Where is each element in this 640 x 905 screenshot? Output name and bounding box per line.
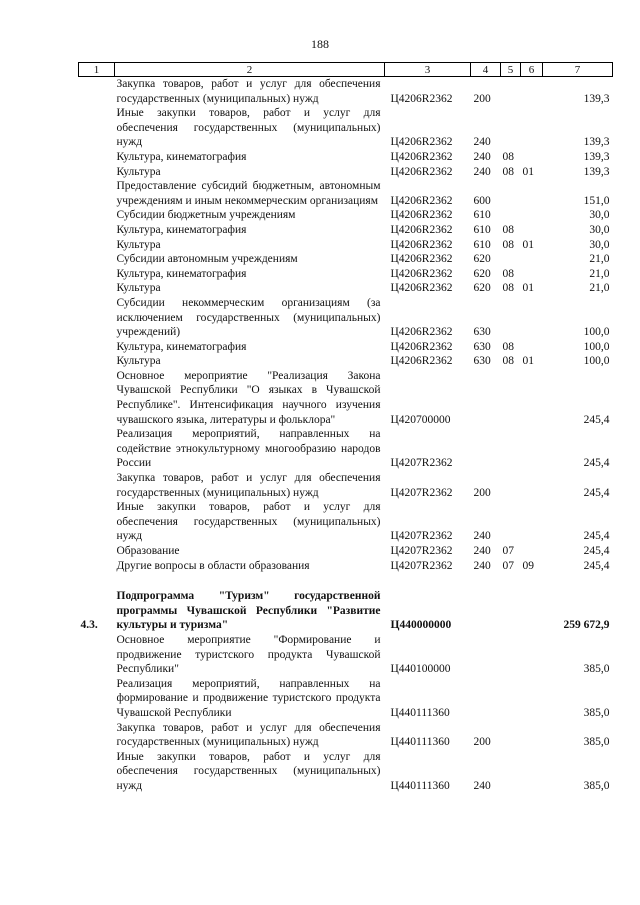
table-row: [79, 354, 613, 369]
row-pr: 01: [522, 238, 534, 251]
table-row: [79, 267, 613, 282]
row-sum: 30,0: [589, 238, 610, 251]
header-col-7: 7: [543, 63, 613, 77]
row-pr: [521, 106, 543, 150]
row-code: Ц4206R2362: [390, 355, 453, 368]
row-number: [79, 559, 115, 574]
row-pr: 09: [522, 559, 534, 572]
row-number: [79, 150, 115, 165]
row-rz: 07: [502, 559, 514, 572]
header-col-2: 2: [115, 63, 385, 77]
row-sum: 100,0: [583, 340, 610, 353]
row-name: Субсидии автономным учреждениям: [116, 253, 298, 266]
row-code: Ц4206R2362: [390, 253, 453, 266]
table-row: [79, 281, 613, 296]
table-row: [79, 223, 613, 238]
row-name: Культура, кинематография: [116, 340, 247, 353]
row-number: [79, 750, 115, 794]
row-code: Ц4207R2362: [390, 457, 453, 470]
row-sum: 21,0: [589, 253, 610, 266]
row-number: [79, 208, 115, 223]
row-number: [79, 238, 115, 253]
row-sum: 245,4: [583, 559, 610, 572]
header-col-1: 1: [79, 63, 115, 77]
row-code: Ц440000000: [390, 619, 452, 632]
row-vr: [471, 633, 501, 677]
row-vr: 240: [473, 530, 491, 543]
row-sum: 139,3: [583, 150, 610, 163]
row-number: [79, 500, 115, 544]
row-vr: 610: [473, 223, 491, 236]
header-col-6: 6: [521, 63, 543, 77]
table-row: [79, 252, 613, 267]
row-vr: [471, 369, 501, 427]
row-vr: [471, 677, 501, 721]
row-code: Ц4207R2362: [390, 486, 453, 499]
table-row: [79, 296, 613, 340]
row-code: Ц4207R2362: [390, 530, 453, 543]
row-name: Культура: [116, 355, 161, 368]
row-pr: [521, 179, 543, 208]
row-code: Ц4206R2362: [390, 150, 453, 163]
row-number: [79, 296, 115, 340]
row-rz: [501, 77, 521, 107]
row-sum: 30,0: [589, 209, 610, 222]
row-vr: 240: [473, 545, 491, 557]
row-sum: 100,0: [583, 355, 610, 368]
row-vr: [471, 573, 501, 633]
table-row: [79, 573, 613, 633]
row-name: Иные закупки товаров, работ и услуг для обеспечения государственных (муниципальных) нужд: [116, 107, 381, 149]
table-row: [79, 500, 613, 544]
row-sum: 21,0: [589, 267, 610, 280]
row-vr: 610: [473, 209, 491, 222]
row-vr: 200: [473, 486, 491, 499]
row-pr: [521, 677, 543, 721]
row-vr: 620: [473, 267, 491, 280]
row-code: Ц4206R2362: [390, 136, 453, 149]
row-pr: [521, 500, 543, 544]
row-sum: 385,0: [583, 736, 610, 749]
table-row: [79, 340, 613, 355]
table-row: [79, 77, 613, 107]
row-pr: [521, 544, 543, 559]
row-number: [79, 165, 115, 180]
row-pr: [521, 721, 543, 750]
row-rz: 08: [502, 340, 514, 353]
row-number: [79, 179, 115, 208]
row-name: Культура: [116, 282, 161, 295]
row-vr: 600: [473, 194, 491, 207]
table-row: [79, 208, 613, 223]
row-sum: 245,4: [583, 530, 610, 543]
row-pr: [521, 340, 543, 355]
row-pr: [521, 573, 543, 633]
row-rz: 08: [502, 282, 514, 295]
row-name: Культура, кинематография: [116, 223, 247, 236]
row-name: Основное мероприятие "Формирование и продвижение туристского продукта Чувашской Республики": [116, 633, 381, 676]
row-rz: [501, 471, 521, 500]
row-number: [79, 354, 115, 369]
row-vr: 610: [473, 238, 491, 251]
row-rz: [501, 252, 521, 267]
row-rz: [501, 500, 521, 544]
row-pr: [521, 150, 543, 165]
row-vr: [471, 427, 501, 471]
table-body: [79, 77, 613, 794]
row-rz: 08: [502, 165, 514, 178]
table-row: [79, 544, 613, 559]
page-number: 188: [311, 37, 329, 51]
row-pr: [521, 369, 543, 427]
row-code: Ц440111360: [390, 706, 450, 719]
row-rz: [501, 750, 521, 794]
row-name: Реализация мероприятий, направленных на содействие этнокультурному многообразию народов России: [116, 428, 381, 470]
row-name: Закупка товаров, работ и услуг для обеспечения государственных (муниципальных) нужд: [116, 472, 381, 499]
row-pr: 01: [522, 165, 534, 178]
row-rz: 08: [502, 238, 514, 251]
row-rz: [501, 677, 521, 721]
row-code: Ц440111360: [390, 779, 450, 792]
row-name: Образование: [116, 545, 180, 557]
row-pr: [521, 750, 543, 794]
row-vr: 240: [473, 559, 491, 572]
header-col-5: 5: [501, 63, 521, 77]
row-pr: [521, 296, 543, 340]
row-name: Субсидии некоммерческим организациям (за исключением государственных (муниципальных) учреждений): [116, 296, 381, 339]
row-pr: 01: [522, 282, 534, 295]
row-sum: 139,3: [583, 165, 610, 178]
row-sum: 100,0: [583, 326, 610, 339]
row-rz: 08: [502, 355, 514, 368]
row-sum: 151,0: [583, 194, 610, 207]
row-name: Другие вопросы в области образования: [116, 559, 310, 572]
table-header-row: [79, 63, 613, 77]
table-row: [79, 471, 613, 500]
row-pr: [521, 252, 543, 267]
row-code: Ц4206R2362: [390, 238, 453, 251]
header-col-3: 3: [385, 63, 471, 77]
row-code: Ц4206R2362: [390, 340, 453, 353]
row-code: Ц420700000: [390, 413, 451, 426]
row-name: Субсидии бюджетным учреждениям: [116, 209, 296, 222]
row-number: [79, 252, 115, 267]
row-rz: [501, 573, 521, 633]
row-number: [79, 77, 115, 107]
row-rz: [501, 427, 521, 471]
header-col-4: 4: [471, 63, 501, 77]
row-code: Ц440111360: [390, 736, 450, 749]
table-row: [79, 633, 613, 677]
row-number: [79, 677, 115, 721]
row-pr: [521, 427, 543, 471]
row-vr: 240: [473, 779, 491, 792]
row-rz: 07: [502, 545, 514, 557]
row-vr: 630: [473, 340, 491, 353]
row-number: [79, 427, 115, 471]
row-pr: [521, 77, 543, 107]
row-number: [79, 106, 115, 150]
row-vr: 620: [473, 253, 491, 266]
row-name: Иные закупки товаров, работ и услуг для обеспечения государственных (муниципальных) нужд: [116, 501, 381, 543]
table-row: [79, 721, 613, 750]
row-rz: 08: [502, 223, 514, 236]
row-rz: [501, 369, 521, 427]
row-name: Закупка товаров, работ и услуг для обеспечения государственных (муниципальных) нужд: [116, 721, 381, 749]
row-code: Ц4206R2362: [390, 267, 453, 280]
table-row: [79, 677, 613, 721]
row-sum: 245,4: [583, 486, 610, 499]
row-name: Реализация мероприятий, направленных на формирование и продвижение туристского продукта Чувашской Республики: [116, 677, 381, 719]
table-row: [79, 179, 613, 208]
row-sum: 139,3: [583, 136, 610, 149]
row-number: 4.3.: [80, 619, 98, 632]
row-rz: [501, 179, 521, 208]
row-vr: 240: [473, 150, 491, 163]
row-pr: [521, 471, 543, 500]
row-name: Подпрограмма "Туризм" государственной программы Чувашской Республики "Развитие культуры и туризма": [116, 590, 381, 632]
row-number: [79, 281, 115, 296]
row-sum: 385,0: [583, 706, 610, 719]
row-name: Основное мероприятие "Реализация Закона Чувашской Республики "О языках в Чувашской Республике". Интенсификация научного изучения чувашского языка, литературы и фольклора": [116, 369, 381, 426]
row-vr: 620: [473, 282, 491, 295]
row-rz: [501, 208, 521, 223]
table-row: [79, 106, 613, 150]
row-rz: [501, 721, 521, 750]
row-vr: 240: [473, 165, 491, 178]
row-code: Ц4206R2362: [390, 194, 453, 207]
row-code: Ц4206R2362: [390, 92, 453, 105]
row-vr: 630: [473, 326, 491, 339]
row-sum: 385,0: [583, 779, 610, 792]
row-number: [79, 369, 115, 427]
row-pr: [521, 267, 543, 282]
row-pr: 01: [522, 355, 534, 368]
row-code: Ц4207R2362: [390, 559, 453, 572]
row-sum: 30,0: [589, 223, 610, 236]
row-vr: 240: [473, 136, 491, 149]
row-vr: 200: [473, 92, 491, 105]
table-row: [79, 238, 613, 253]
table-row: [79, 559, 613, 574]
row-name: Культура, кинематография: [116, 150, 247, 163]
row-sum: 245,4: [583, 413, 610, 426]
row-sum: 259 672,9: [563, 619, 610, 632]
row-rz: 08: [502, 150, 514, 163]
row-code: Ц4206R2362: [390, 209, 453, 222]
row-number: [79, 340, 115, 355]
row-rz: 08: [502, 267, 514, 280]
row-code: Ц4206R2362: [390, 165, 453, 178]
row-number: [79, 471, 115, 500]
row-sum: 21,0: [589, 282, 610, 295]
row-number: [79, 544, 115, 559]
row-rz: [501, 296, 521, 340]
row-number: [79, 223, 115, 238]
table-row: [79, 750, 613, 794]
row-vr: 630: [473, 355, 491, 368]
row-sum: 245,4: [583, 545, 610, 557]
table-row: [79, 165, 613, 180]
budget-table: [78, 62, 613, 794]
table-row: [79, 150, 613, 165]
row-name: Иные закупки товаров, работ и услуг для обеспечения государственных (муниципальных) нужд: [116, 750, 381, 792]
row-name: Культура: [116, 238, 161, 251]
row-code: Ц4207R2362: [390, 545, 453, 557]
row-sum: 245,4: [583, 457, 610, 470]
row-code: Ц4206R2362: [390, 326, 453, 339]
row-rz: [501, 633, 521, 677]
row-number: [79, 633, 115, 677]
row-name: Предоставление субсидий бюджетным, автономным учреждениям и иным некоммерческим организациям: [116, 180, 381, 207]
row-vr: 200: [473, 736, 491, 749]
row-rz: [501, 106, 521, 150]
row-code: Ц440100000: [390, 663, 451, 676]
row-pr: [521, 223, 543, 238]
row-pr: [521, 633, 543, 677]
row-number: [79, 267, 115, 282]
row-name: Культура, кинематография: [116, 267, 247, 280]
table-row: [79, 369, 613, 427]
row-name: Культура: [116, 165, 161, 178]
row-number: [79, 721, 115, 750]
row-pr: [521, 208, 543, 223]
row-sum: 385,0: [583, 663, 610, 676]
table-row: [79, 427, 613, 471]
row-name: Закупка товаров, работ и услуг для обеспечения государственных (муниципальных) нужд: [116, 78, 381, 105]
row-code: Ц4206R2362: [390, 282, 453, 295]
row-code: Ц4206R2362: [390, 223, 453, 236]
row-sum: 139,3: [583, 92, 610, 105]
